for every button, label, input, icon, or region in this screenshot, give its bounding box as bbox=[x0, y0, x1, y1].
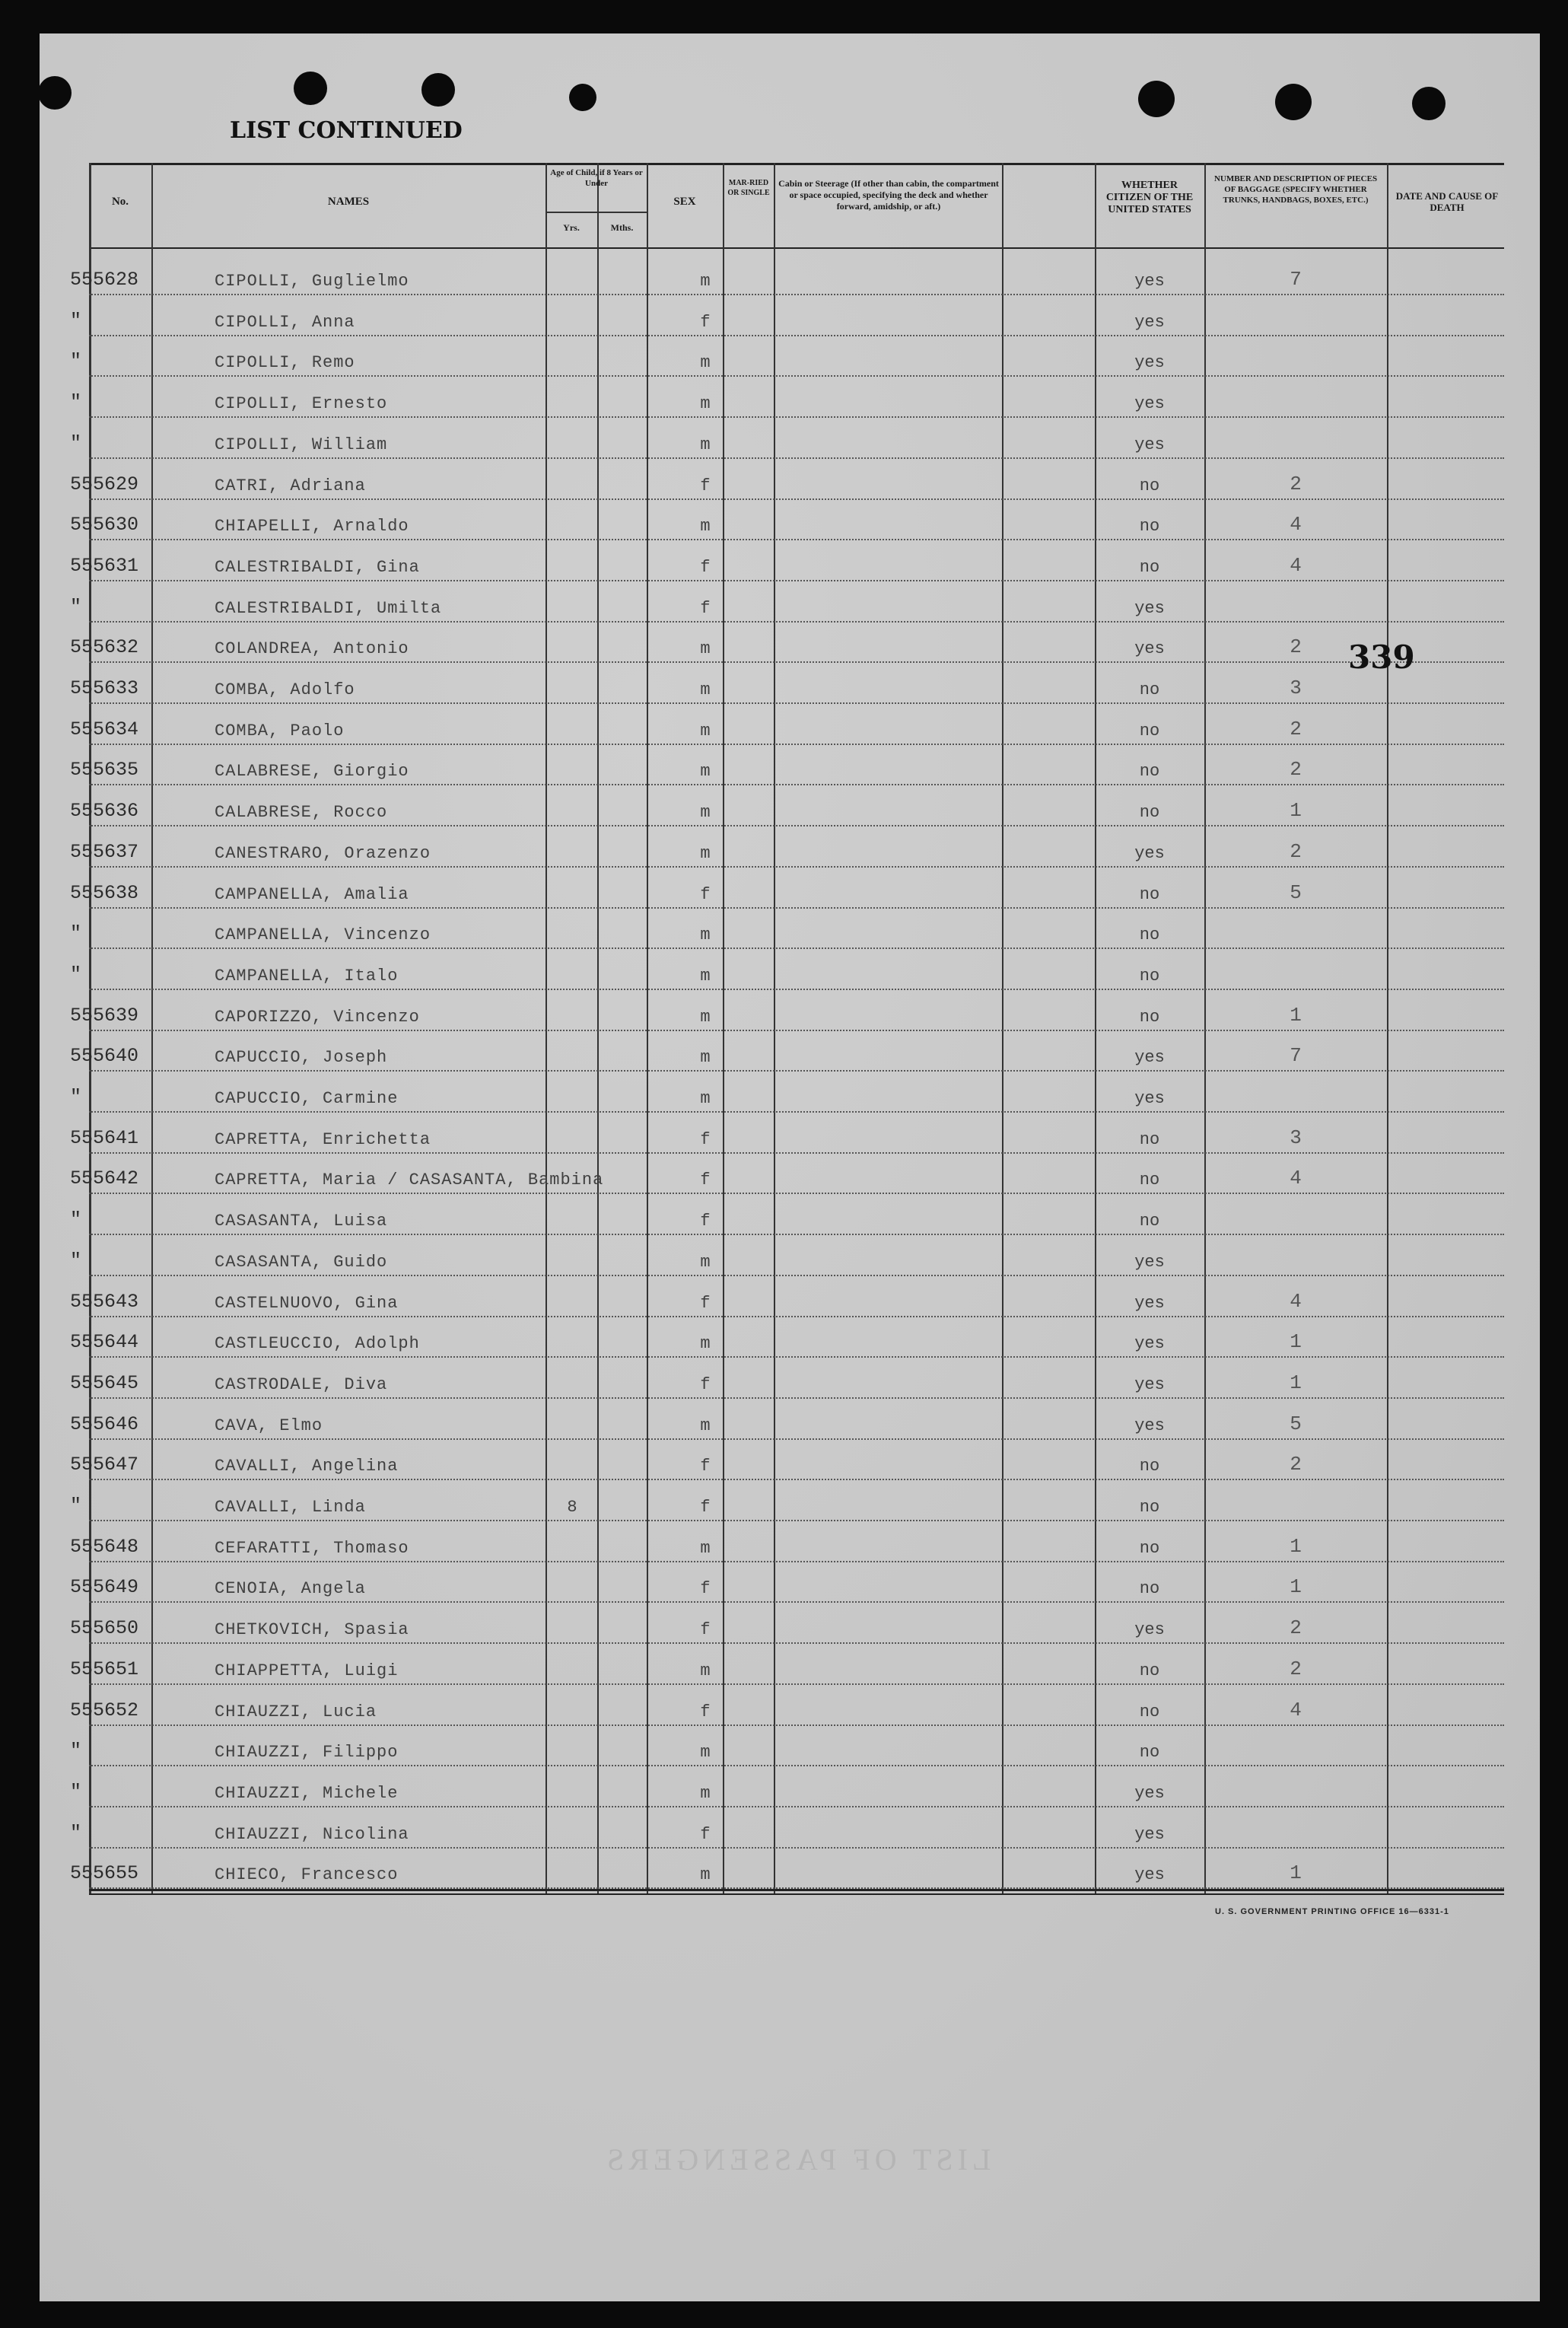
passenger-sex: m bbox=[700, 1334, 711, 1354]
table-row bbox=[70, 908, 1504, 949]
passenger-number: 555640 bbox=[70, 1045, 139, 1068]
table-row bbox=[70, 826, 1504, 868]
passenger-name: CHETKOVICH, Spasia bbox=[215, 1620, 409, 1640]
baggage-count: 3 bbox=[1290, 1126, 1302, 1149]
passenger-name: CIPOLLI, Guglielmo bbox=[215, 272, 409, 291]
table-row bbox=[70, 1766, 1504, 1807]
table-row bbox=[70, 744, 1504, 785]
punch-hole bbox=[38, 76, 72, 110]
citizen-status: no bbox=[1139, 1212, 1160, 1231]
passenger-sex: m bbox=[700, 803, 711, 823]
table-row bbox=[70, 1194, 1504, 1235]
passenger-name: CAPRETTA, Enrichetta bbox=[215, 1129, 431, 1149]
passenger-sex: f bbox=[700, 598, 711, 618]
child-age: 8 bbox=[567, 1498, 577, 1517]
table-row bbox=[70, 295, 1504, 336]
table-row bbox=[70, 336, 1504, 377]
baggage-count: 3 bbox=[1290, 677, 1302, 699]
citizen-status: yes bbox=[1134, 435, 1165, 454]
citizen-status: no bbox=[1139, 1170, 1160, 1190]
passenger-number: 555649 bbox=[70, 1576, 139, 1599]
passenger-name: CASTRODALE, Diva bbox=[215, 1374, 388, 1394]
passenger-number: " bbox=[70, 1209, 82, 1231]
passenger-sex: m bbox=[700, 925, 711, 945]
passenger-sex: f bbox=[700, 884, 711, 904]
manifest-table bbox=[70, 163, 1504, 1894]
passenger-sex: f bbox=[700, 1620, 711, 1640]
baggage-count: 1 bbox=[1290, 1371, 1302, 1394]
passenger-name: CHIAUZZI, Nicolina bbox=[215, 1824, 409, 1844]
passenger-sex: m bbox=[700, 1089, 711, 1108]
baggage-count: 5 bbox=[1290, 1412, 1302, 1435]
manifest-sheet bbox=[40, 33, 1540, 2301]
citizen-status: yes bbox=[1134, 1089, 1165, 1108]
passenger-sex: m bbox=[700, 1252, 711, 1272]
citizen-status: no bbox=[1139, 966, 1160, 986]
table-row bbox=[70, 1521, 1504, 1562]
table-row bbox=[70, 1235, 1504, 1276]
passenger-number: 555648 bbox=[70, 1535, 139, 1558]
passenger-number: 555651 bbox=[70, 1658, 139, 1680]
passenger-name: CHIECO, Francesco bbox=[215, 1865, 399, 1885]
baggage-count: 4 bbox=[1290, 1698, 1302, 1721]
citizen-status: no bbox=[1139, 1129, 1160, 1149]
baggage-count: 2 bbox=[1290, 635, 1302, 659]
passenger-number: 555632 bbox=[70, 636, 139, 659]
table-row bbox=[70, 1276, 1504, 1317]
passenger-name: CAPUCCIO, Carmine bbox=[215, 1089, 399, 1108]
passenger-sex: f bbox=[700, 1824, 711, 1844]
citizen-status: no bbox=[1139, 517, 1160, 537]
passenger-sex: f bbox=[700, 1579, 711, 1599]
table-row bbox=[70, 1317, 1504, 1358]
citizen-status: no bbox=[1139, 680, 1160, 699]
passenger-number: 555646 bbox=[70, 1412, 139, 1435]
passenger-sex: m bbox=[700, 1743, 711, 1763]
baggage-count: 2 bbox=[1290, 758, 1302, 782]
citizen-status: no bbox=[1139, 803, 1160, 823]
baggage-count: 2 bbox=[1290, 1453, 1302, 1476]
passenger-number: 555630 bbox=[70, 514, 139, 537]
passenger-number: " bbox=[70, 391, 82, 414]
table-row bbox=[70, 1358, 1504, 1399]
punch-hole bbox=[421, 73, 455, 107]
passenger-sex: m bbox=[700, 1007, 711, 1027]
citizen-status: no bbox=[1139, 1007, 1160, 1027]
passenger-number: " bbox=[70, 1495, 82, 1517]
punch-hole bbox=[1275, 84, 1312, 120]
header-mths: Mths. bbox=[610, 222, 634, 233]
passenger-sex: m bbox=[700, 272, 711, 291]
table-row bbox=[70, 1725, 1504, 1766]
passenger-name: CHIAUZZI, Michele bbox=[215, 1783, 399, 1803]
citizen-status: no bbox=[1139, 1743, 1160, 1763]
passenger-sex: f bbox=[700, 1457, 711, 1476]
citizen-status: no bbox=[1139, 1538, 1160, 1558]
passenger-sex: m bbox=[700, 1048, 711, 1068]
table-row bbox=[70, 949, 1504, 990]
passenger-number: " bbox=[70, 595, 82, 618]
passenger-sex: f bbox=[700, 312, 711, 332]
passenger-sex: m bbox=[700, 435, 711, 454]
header-no: No. bbox=[111, 196, 129, 208]
header-names: NAMES bbox=[327, 196, 370, 208]
bleed-through-text: LIST OF PASSENGERS bbox=[603, 2142, 991, 2177]
header-cabin: Cabin or Steerage (If other than cabin, the compartment or space occupied, specifying the deck and whether forward, amidship, or aft.) bbox=[778, 178, 999, 212]
passenger-name: CALABRESE, Rocco bbox=[215, 803, 388, 823]
header-sex: SEX bbox=[673, 196, 696, 208]
passenger-sex: f bbox=[700, 1374, 711, 1394]
table-row bbox=[70, 990, 1504, 1031]
passenger-name: CASASANTA, Luisa bbox=[215, 1212, 388, 1231]
passenger-name: CATRI, Adriana bbox=[215, 476, 366, 495]
passenger-number: 555631 bbox=[70, 554, 139, 577]
passenger-number: 555643 bbox=[70, 1290, 139, 1313]
passenger-name: CASTELNUOVO, Gina bbox=[215, 1293, 399, 1313]
passenger-number: 555641 bbox=[70, 1126, 139, 1149]
table-row bbox=[70, 1644, 1504, 1685]
table-row bbox=[70, 1807, 1504, 1849]
passenger-number: " bbox=[70, 1740, 82, 1763]
passenger-number: " bbox=[70, 1780, 82, 1803]
baggage-count: 1 bbox=[1290, 799, 1302, 823]
citizen-status: yes bbox=[1134, 353, 1165, 373]
baggage-count: 2 bbox=[1290, 1616, 1302, 1640]
passenger-number: " bbox=[70, 1086, 82, 1108]
passenger-name: CALESTRIBALDI, Umilta bbox=[215, 598, 442, 618]
citizen-status: yes bbox=[1134, 843, 1165, 863]
passenger-number: 555635 bbox=[70, 759, 139, 782]
passenger-number: 555633 bbox=[70, 677, 139, 699]
table-row bbox=[70, 1153, 1504, 1194]
citizen-status: yes bbox=[1134, 639, 1165, 659]
citizen-status: no bbox=[1139, 1457, 1160, 1476]
baggage-count: 4 bbox=[1290, 1289, 1302, 1313]
header-yrs: Yrs. bbox=[563, 222, 580, 233]
punch-hole bbox=[294, 72, 327, 105]
passenger-name: CAVALLI, Linda bbox=[215, 1498, 366, 1517]
passenger-sex: m bbox=[700, 394, 711, 414]
citizen-status: yes bbox=[1134, 598, 1165, 618]
passenger-sex: f bbox=[700, 1702, 711, 1721]
page-number-stamp: 339 bbox=[1348, 639, 1415, 676]
citizen-status: no bbox=[1139, 1702, 1160, 1721]
passenger-name: CAPRETTA, Maria / CASASANTA, Bambina bbox=[215, 1170, 604, 1190]
passenger-sex: f bbox=[700, 476, 711, 495]
passenger-sex: m bbox=[700, 1416, 711, 1435]
passenger-number: 555629 bbox=[70, 473, 139, 495]
citizen-status: no bbox=[1139, 1498, 1160, 1517]
baggage-count: 5 bbox=[1290, 881, 1302, 904]
punch-hole bbox=[1412, 87, 1446, 120]
citizen-status: yes bbox=[1134, 1865, 1165, 1885]
table-row bbox=[70, 785, 1504, 826]
citizen-status: yes bbox=[1134, 1048, 1165, 1068]
passenger-sex: f bbox=[700, 557, 711, 577]
table-row bbox=[70, 663, 1504, 704]
baggage-count: 1 bbox=[1290, 1575, 1302, 1599]
table-row bbox=[70, 377, 1504, 418]
table-row bbox=[70, 1848, 1504, 1889]
header-citizen: WHETHER CITIZEN OF THE UNITED STATES bbox=[1105, 180, 1194, 215]
passenger-number: " bbox=[70, 1821, 82, 1844]
passenger-number: 555650 bbox=[70, 1617, 139, 1640]
passenger-name: CIPOLLI, Remo bbox=[215, 353, 355, 373]
passenger-name: CAMPANELLA, Vincenzo bbox=[215, 925, 431, 945]
passenger-number: 555634 bbox=[70, 718, 139, 740]
passenger-name: CENOIA, Angela bbox=[215, 1579, 366, 1599]
passenger-number: 555645 bbox=[70, 1371, 139, 1394]
passenger-sex: m bbox=[700, 1538, 711, 1558]
citizen-status: yes bbox=[1134, 1824, 1165, 1844]
table-row bbox=[70, 1113, 1504, 1154]
printer-note: U. S. GOVERNMENT PRINTING OFFICE 16—6331-1 bbox=[1215, 1907, 1449, 1916]
passenger-sex: f bbox=[700, 1498, 711, 1517]
citizen-status: yes bbox=[1134, 1783, 1165, 1803]
punch-hole bbox=[569, 84, 596, 111]
header-married: MAR-RIED OR SINGLE bbox=[727, 179, 770, 197]
citizen-status: yes bbox=[1134, 1374, 1165, 1394]
citizen-status: yes bbox=[1134, 312, 1165, 332]
passenger-name: CALABRESE, Giorgio bbox=[215, 762, 409, 782]
passenger-sex: m bbox=[700, 639, 711, 659]
passenger-number: " bbox=[70, 309, 82, 332]
baggage-count: 7 bbox=[1290, 268, 1302, 291]
table-row bbox=[70, 254, 1504, 295]
table-row bbox=[70, 868, 1504, 909]
table-row bbox=[70, 418, 1504, 459]
table-row bbox=[70, 1439, 1504, 1480]
baggage-count: 4 bbox=[1290, 1167, 1302, 1190]
passenger-name: CAMPANELLA, Italo bbox=[215, 966, 399, 986]
citizen-status: no bbox=[1139, 476, 1160, 495]
passenger-name: COLANDREA, Antonio bbox=[215, 639, 409, 659]
header-baggage: NUMBER AND DESCRIPTION OF PIECES OF BAGGAGE (SPECIFY WHETHER TRUNKS, HANDBAGS, BOXES, ETC.) bbox=[1213, 174, 1378, 205]
citizen-status: no bbox=[1139, 1579, 1160, 1599]
passenger-name: COMBA, Adolfo bbox=[215, 680, 355, 699]
passenger-number: 555637 bbox=[70, 840, 139, 863]
passenger-sex: m bbox=[700, 721, 711, 740]
passenger-sex: m bbox=[700, 517, 711, 537]
baggage-count: 1 bbox=[1290, 1861, 1302, 1885]
passenger-sex: m bbox=[700, 1865, 711, 1885]
citizen-status: yes bbox=[1134, 394, 1165, 414]
passenger-name: CAVALLI, Angelina bbox=[215, 1457, 399, 1476]
passenger-name: CAPORIZZO, Vincenzo bbox=[215, 1007, 420, 1027]
passenger-name: CIPOLLI, Anna bbox=[215, 312, 355, 332]
passenger-name: CHIAPELLI, Arnaldo bbox=[215, 517, 409, 537]
passenger-number: 555644 bbox=[70, 1331, 139, 1354]
passenger-sex: m bbox=[700, 762, 711, 782]
page-title: LIST CONTINUED bbox=[230, 117, 463, 144]
passenger-number: 555636 bbox=[70, 800, 139, 823]
table-row bbox=[70, 499, 1504, 540]
passenger-name: CHIAPPETTA, Luigi bbox=[215, 1661, 399, 1680]
table-row bbox=[70, 704, 1504, 745]
table-row bbox=[70, 1030, 1504, 1072]
citizen-status: yes bbox=[1134, 1416, 1165, 1435]
passenger-number: 555642 bbox=[70, 1167, 139, 1190]
baggage-count: 2 bbox=[1290, 717, 1302, 740]
citizen-status: no bbox=[1139, 721, 1160, 740]
passenger-number: 555655 bbox=[70, 1862, 139, 1885]
passenger-name: CEFARATTI, Thomaso bbox=[215, 1538, 409, 1558]
baggage-count: 2 bbox=[1290, 472, 1302, 495]
passenger-number: 555639 bbox=[70, 1004, 139, 1027]
passenger-name: CASTLEUCCIO, Adolph bbox=[215, 1334, 420, 1354]
passenger-sex: f bbox=[700, 1293, 711, 1313]
table-row bbox=[70, 1562, 1504, 1603]
baggage-count: 4 bbox=[1290, 553, 1302, 577]
passenger-sex: f bbox=[700, 1212, 711, 1231]
passenger-number: " bbox=[70, 963, 82, 986]
baggage-count: 1 bbox=[1290, 1003, 1302, 1027]
passenger-name: CHIAUZZI, Lucia bbox=[215, 1702, 377, 1721]
header-age: Age of Child, if 8 Years or Under bbox=[550, 168, 643, 188]
passenger-sex: m bbox=[700, 843, 711, 863]
citizen-status: yes bbox=[1134, 1620, 1165, 1640]
passenger-sex: m bbox=[700, 1783, 711, 1803]
citizen-status: yes bbox=[1134, 1293, 1165, 1313]
baggage-count: 1 bbox=[1290, 1534, 1302, 1558]
table-row bbox=[70, 1399, 1504, 1440]
table-row bbox=[70, 622, 1504, 663]
citizen-status: yes bbox=[1134, 1334, 1165, 1354]
table-row bbox=[70, 459, 1504, 500]
passenger-number: 555628 bbox=[70, 269, 139, 291]
passenger-name: CALESTRIBALDI, Gina bbox=[215, 557, 420, 577]
table-row bbox=[70, 1685, 1504, 1726]
passenger-name: CAMPANELLA, Amalia bbox=[215, 884, 409, 904]
citizen-status: yes bbox=[1134, 272, 1165, 291]
passenger-number: 555647 bbox=[70, 1454, 139, 1476]
passenger-sex: m bbox=[700, 353, 711, 373]
table-row bbox=[70, 1072, 1504, 1113]
passenger-name: CAPUCCIO, Joseph bbox=[215, 1048, 388, 1068]
baggage-count: 4 bbox=[1290, 513, 1302, 537]
passenger-name: CHIAUZZI, Filippo bbox=[215, 1743, 399, 1763]
passenger-number: 555638 bbox=[70, 881, 139, 904]
punch-hole bbox=[1138, 81, 1175, 117]
passenger-number: " bbox=[70, 432, 82, 454]
passenger-number: " bbox=[70, 1249, 82, 1272]
citizen-status: no bbox=[1139, 1661, 1160, 1680]
citizen-status: no bbox=[1139, 884, 1160, 904]
baggage-count: 7 bbox=[1290, 1044, 1302, 1068]
passenger-number: " bbox=[70, 350, 82, 373]
passenger-name: COMBA, Paolo bbox=[215, 721, 345, 740]
passenger-name: CIPOLLI, William bbox=[215, 435, 388, 454]
table-row bbox=[70, 1480, 1504, 1521]
baggage-count: 2 bbox=[1290, 1657, 1302, 1680]
passenger-sex: m bbox=[700, 680, 711, 699]
passenger-sex: f bbox=[700, 1170, 711, 1190]
table-row bbox=[70, 581, 1504, 623]
table-row bbox=[70, 1603, 1504, 1644]
citizen-status: no bbox=[1139, 762, 1160, 782]
baggage-count: 1 bbox=[1290, 1330, 1302, 1354]
passenger-name: CANESTRARO, Orazenzo bbox=[215, 843, 431, 863]
passenger-name: CIPOLLI, Ernesto bbox=[215, 394, 388, 414]
passenger-sex: m bbox=[700, 1661, 711, 1680]
citizen-status: yes bbox=[1134, 1252, 1165, 1272]
passenger-sex: f bbox=[700, 1129, 711, 1149]
table-row bbox=[70, 540, 1504, 581]
passenger-number: " bbox=[70, 922, 82, 945]
header-death: DATE AND CAUSE OF DEATH bbox=[1395, 190, 1499, 213]
passenger-name: CASASANTA, Guido bbox=[215, 1252, 388, 1272]
citizen-status: no bbox=[1139, 925, 1160, 945]
citizen-status: no bbox=[1139, 557, 1160, 577]
baggage-count: 2 bbox=[1290, 839, 1302, 863]
passenger-name: CAVA, Elmo bbox=[215, 1416, 323, 1435]
passenger-sex: m bbox=[700, 966, 711, 986]
passenger-number: 555652 bbox=[70, 1699, 139, 1721]
